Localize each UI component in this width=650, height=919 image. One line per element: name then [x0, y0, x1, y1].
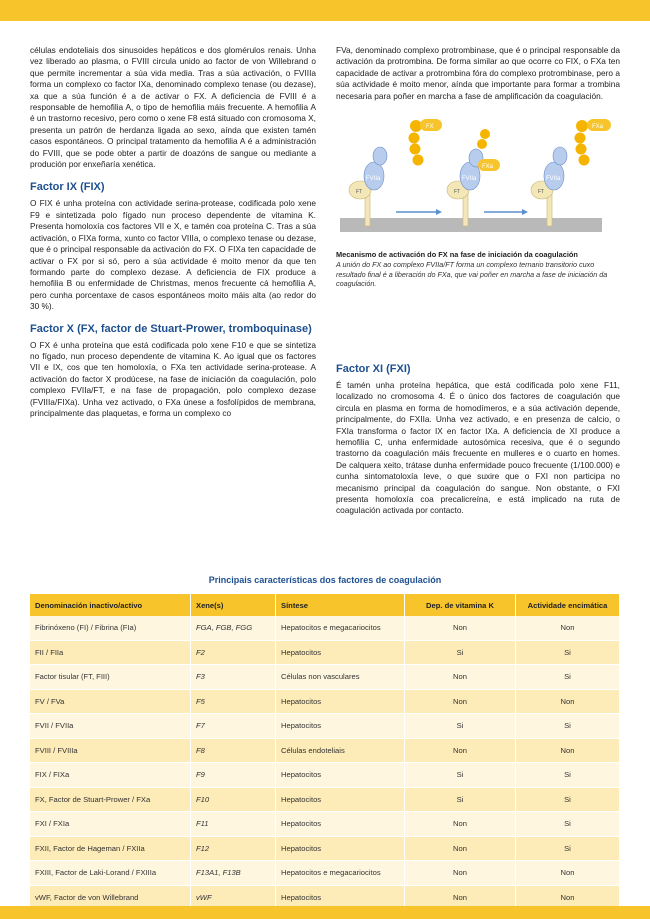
cell-genes: F13A1, F13B [191, 861, 276, 886]
table-row [30, 787, 620, 812]
factor-ix-paragraph: O FIX é unha proteína con actividade serina-protease, codificada polo xene F9 e sintetizada polo fígado nun proceso dependente de vitamina K. Presenta homoloxía cos factores VII e X, e tamén coa proteína C. Tras a súa activación, o FIXa forma, xunto co factor VIIIa, o complexo tenase ou dezase, que é o principal responsable da activación do FX. O FIXa ten capacidade de activar o FX por si só, pero a súa actividade é moito menor da que ten formando parte do complexo dezase. A deficiencia de FIX produce a hemofilia B ou enfermidade de Christmas, menos frecuente cá hemofilia A, pero cunha porcentaxe de casos espontáneos moito máis alta (ao redor do 30 %). [30, 198, 316, 312]
cell-vitamin-k: Si [405, 763, 516, 788]
left-column [30, 45, 316, 419]
factor-x-heading: Factor X (FX, factor de Stuart-Prower, tromboquinase) [30, 322, 312, 335]
label-ft-3: FT [538, 189, 545, 196]
label-fxa-3: FXa [592, 124, 604, 131]
table-row [30, 836, 620, 861]
cell-vitamin-k: Si [405, 640, 516, 665]
table-row [30, 689, 620, 714]
label-fviia-1: FVIIa [366, 176, 381, 183]
factor-ix-heading: Factor IX (FIX) [30, 181, 105, 194]
cell-synthesis: Hepatocitos [276, 836, 405, 861]
figure-caption-title: Mecanismo de activación do FX na fase de iniciación da coagulación [336, 250, 578, 260]
label-fviia-3: FVIIa [546, 176, 561, 183]
table-row [30, 616, 620, 640]
cell-genes: F11 [191, 812, 276, 837]
table-row [30, 714, 620, 739]
fxa-molecule [575, 119, 612, 166]
cell-enzymatic: Non [516, 689, 620, 714]
cell-genes: F12 [191, 836, 276, 861]
label-ft-2: FT [454, 189, 461, 196]
complex-1 [349, 147, 387, 226]
table-header-row [30, 594, 620, 616]
label-ft-1: FT [356, 189, 363, 196]
top-accent-bar [0, 0, 650, 21]
cell-vitamin-k: Non [405, 885, 516, 910]
factor-xi-section [336, 362, 620, 517]
cell-synthesis: Hepatocitos [276, 689, 405, 714]
cell-name: FVIII / FVIIIa [30, 738, 191, 763]
cell-genes: F5 [191, 689, 276, 714]
figure-caption: A unión do FX ao complexo FVIIa/FT forma un complexo ternario transitorio cuxo resultado final é a liberación do FXa, que vai poñer en marcha a fase de iniciación da coagulación. [336, 260, 608, 289]
membrane [340, 218, 602, 232]
cell-enzymatic: Si [516, 836, 620, 861]
factor-xi-heading: Factor XI (FXI) [336, 363, 411, 375]
cell-name: FVII / FVIIa [30, 714, 191, 739]
arrow-1-head [436, 209, 442, 215]
cell-synthesis: Células non vasculares [276, 665, 405, 690]
cell-enzymatic: Si [516, 763, 620, 788]
cell-synthesis: Hepatocitos [276, 787, 405, 812]
col-header-vitamin-k: Dep. de vitamina K [405, 594, 516, 616]
cell-synthesis: Hepatocitos e megacariocitos [276, 861, 405, 886]
cell-enzymatic: Non [516, 738, 620, 763]
cell-name: FII / FIIa [30, 640, 191, 665]
cell-vitamin-k: Non [405, 861, 516, 886]
label-fxa-2: FXa [482, 164, 494, 171]
cell-enzymatic: Si [516, 787, 620, 812]
cell-vitamin-k: Si [405, 714, 516, 739]
table-row [30, 763, 620, 788]
cell-name: FXI / FXIa [30, 812, 191, 837]
cell-name: FXII, Factor de Hageman / FXIIa [30, 836, 191, 861]
cell-synthesis: Hepatocitos e megacariocitos [276, 616, 405, 640]
cell-name: FX, Factor de Stuart-Prower / FXa [30, 787, 191, 812]
cell-name: Factor tisular (FT, FIII) [30, 665, 191, 690]
col-header-genes: Xene(s) [191, 594, 276, 616]
bottom-accent-bar [0, 906, 650, 919]
coagulation-factors-table [30, 594, 620, 910]
cell-enzymatic: Si [516, 812, 620, 837]
cell-vitamin-k: Non [405, 738, 516, 763]
right-column [336, 45, 620, 289]
cell-genes: F10 [191, 787, 276, 812]
table-row [30, 861, 620, 886]
cell-genes: FGA, FGB, FGG [191, 616, 276, 640]
cell-genes: vWF [191, 885, 276, 910]
fx-activation-figure [336, 114, 620, 244]
complex-3 [531, 147, 567, 226]
table-row [30, 738, 620, 763]
cell-enzymatic: Non [516, 861, 620, 886]
fx-activation-diagram [336, 114, 620, 244]
cell-synthesis: Hepatocitos [276, 714, 405, 739]
cell-enzymatic: Si [516, 665, 620, 690]
fx-molecule [409, 119, 443, 166]
cell-enzymatic: Si [516, 714, 620, 739]
cell-name: FXIII, Factor de Laki-Lorand / FXIIIa [30, 861, 191, 886]
cell-synthesis: Células endoteliais [276, 738, 405, 763]
factor-xi-paragraph: É tamén unha proteína hepática, que está codificada polo xene F11, localizado no cromosoma 4. É o único dos factores de coagulación que circula en plasma en forma de homodímeros, e a súa activación depende, principalmente, do FXIIa. Unha vez activado, e en presenza de calcio, o FXIa transforma o factor IX en factor IXa. A deficiencia de XI produce a hemofilia C, unha enfermidade autosómica recesiva, que é o segundo trastorno da coagulación máis frecuente en mulleres e o cuarto en homes. De calquera xeito, trátase dunha enfermidade pouco frecuente (1/100.000) e cunha sintomatoloxía leve, o que suxire que o FXI non participa no mecanismo principal da coagulación do sangue. Non obstante, o FXI presenta homoloxía coa precalicreína, e está implicado na ruta de coagulación activada por contacto. [336, 380, 620, 516]
cell-vitamin-k: Si [405, 787, 516, 812]
arrow-2-head [522, 209, 528, 215]
cell-vitamin-k: Non [405, 665, 516, 690]
cell-enzymatic: Si [516, 640, 620, 665]
table-row [30, 665, 620, 690]
col-header-synthesis: Síntese [276, 594, 405, 616]
table-title: Principais características dos factores de coagulación [208, 575, 442, 585]
cell-synthesis: Hepatocitos [276, 640, 405, 665]
col-header-name: Denominación inactivo/activo [30, 594, 191, 616]
cell-vitamin-k: Non [405, 616, 516, 640]
cell-synthesis: Hepatocitos [276, 812, 405, 837]
col-header-enzymatic: Actividade encimática [516, 594, 620, 616]
cell-vitamin-k: Non [405, 836, 516, 861]
cell-enzymatic: Non [516, 885, 620, 910]
cell-vitamin-k: Non [405, 689, 516, 714]
cell-enzymatic: Non [516, 616, 620, 640]
cell-name: Fibrinóxeno (FI) / Fibrina (FIa) [30, 616, 191, 640]
table-row [30, 812, 620, 837]
factor-x-paragraph: O FX é unha proteína que está codificada polo xene F10 e que se sintetiza no fígado, nun proceso dependente de vitamina K. Ao igual que os factores VII e IX, cos que ten homoloxía, o FXa ten actividade serina-protease. A activación do factor X prodúcese, na fase de iniciación da coagulación, polo complexo FVIIa/FT, e na fase de propagación, polo complexo dezase (FVIIIa/FIXa). Unha vez activado, o FXa únese a fosfolípidos de membrana, principalmente das plaquetas, e forma un complexo co [30, 339, 316, 418]
label-fviia-2: FVIIa [462, 176, 477, 183]
cell-name: vWF, Factor de von Willebrand [30, 885, 191, 910]
cell-vitamin-k: Non [405, 812, 516, 837]
cell-genes: F2 [191, 640, 276, 665]
fviii-paragraph: células endoteliais dos sinusoides hepáticos e dos glomérulos renais. Unha vez liberado ao plasma, o FVIII circula unido ao factor de von Willebrand o que permite incrementar a súa vida media. Tras a súa activación, o FVIIIa forma un complexo co factor IXa, denominado complexo tenase (ou dezase), xa que a súa función é a de activar o FX. A deficiencia de FVIII é a responsable de hemofilia A, o tipo de hemofilia máis frecuente. A hemofilia A é un trastorno recesivo, pero como o xene F8 está situado con cromosoma X, presenta un patrón de herdanza ligada ao sexo, aínda que existen tamén casos espontáneos. O principal tratamento da hemofilia A é a administración do FVIII, que se pode obter a partir de doazóns de sangue ou mediante a produción por enxeñaría xenética. [30, 45, 316, 170]
cell-name: FIX / FIXa [30, 763, 191, 788]
protrombinase-paragraph: FVa, denominado complexo protrombinase, que é o principal responsable da activación da protrombina. De forma similar ao que ocorre co FIX, o FXa ten capacidade de activar a protrombina fóra do complexo protrombinase, pero a súa actividade é moito menor, aínda que importante para formar a trombina necesaria para poñer en marcha a fase de amplificación da coagulación. [336, 45, 620, 101]
cell-synthesis: Hepatocitos [276, 763, 405, 788]
cell-synthesis: Hepatocitos [276, 885, 405, 910]
label-fx: FX [426, 124, 434, 131]
cell-genes: F9 [191, 763, 276, 788]
cell-genes: F8 [191, 738, 276, 763]
table-row [30, 640, 620, 665]
cell-genes: F7 [191, 714, 276, 739]
cell-name: FV / FVa [30, 689, 191, 714]
cell-genes: F3 [191, 665, 276, 690]
